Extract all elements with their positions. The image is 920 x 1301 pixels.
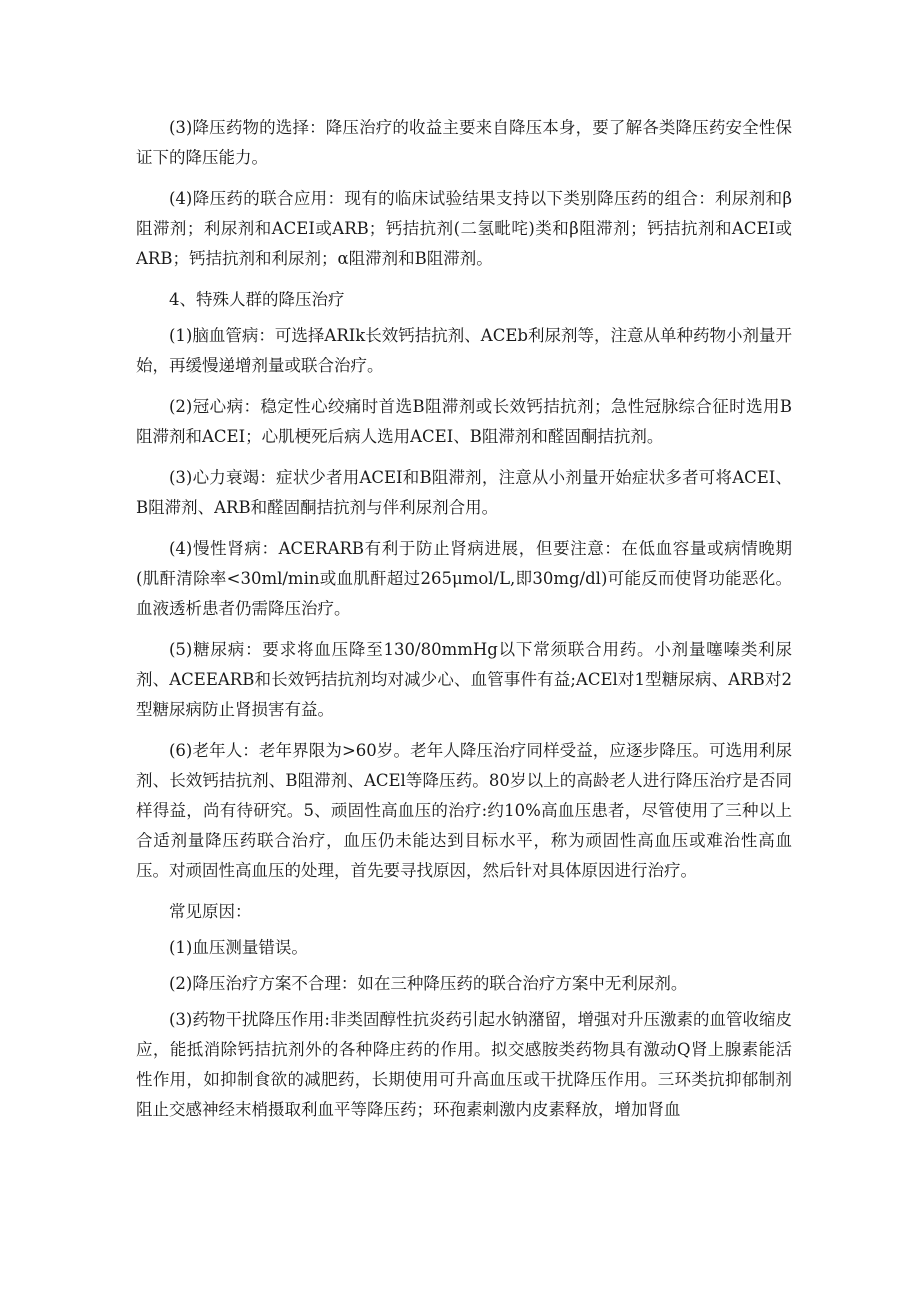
- paragraph-chronic-kidney: (4)慢性肾病：ACERARB有利于防止肾病进展，但要注意：在低血容量或病情晚期(肌酐清除率<30ml/min或血肌酐超过265μmol/L,即30mg/dl)可能反而使肾功能恶化。血液透析患者仍需降压治疗。: [136, 539, 792, 618]
- paragraph-combination-therapy: (4)降压药的联合应用：现有的临床试验结果支持以下类别降压药的组合：利尿剂和β阻滞剂；利尿剂和ACEI或ARB；钙拮抗剂(二氢毗咤)类和β阻滞剂；钙拮抗剂和ACEI或ARB；钙拮抗剂和利尿剂；α阻滞剂和B阻滞剂。: [136, 189, 792, 268]
- document-body: [136, 113, 792, 1136]
- paragraph-measurement-error: (1)血压测量错误。: [169, 938, 308, 957]
- paragraph-drug-interference: (3)药物干扰降压作用:非类固醇性抗炎药引起水钠潴留，增强对升压激素的血管收缩皮应，能抵消除钙拮抗剂外的各种降庄药的作用。拟交感胺类药物具有激动Q肾上腺素能活性作用，如抑制食欲的减肥药，长期使用可升高血压或干扰降压作用。三环类抗抑郁制剂阻止交感神经末梢摄取利血平等降压药；环孢素刺激内皮素释放，增加肾血: [136, 1010, 792, 1119]
- paragraph-common-causes-heading: 常见原因：: [169, 902, 252, 921]
- paragraph-cerebrovascular: (1)脑血管病：可选择ARIk长效钙拮抗剂、ACEb利尿剂等，注意从单种药物小剂量开始，再缓慢递增剂量或联合治疗。: [136, 326, 792, 375]
- paragraph-heart-failure: (3)心力衰竭：症状少者用ACEI和B阻滞剂，注意从小剂量开始症状多者可将ACEI、B阻滞剂、ARB和醛固酮拮抗剂与伴利尿剂合用。: [136, 468, 792, 517]
- paragraph-unreasonable-regimen: (2)降压治疗方案不合理：如在三种降压药的联合治疗方案中无利尿剂。: [169, 974, 688, 993]
- paragraph-elderly-resistant-htn: (6)老年人：老年界限为>60岁。老年人降压治疗同样受益，应逐步降压。可选用利尿剂、长效钙拮抗剂、B阻滞剂、ACEl等降压药。80岁以上的高龄老人进行降压治疗是否同样得益，尚有待研究。5、顽固性高血压的治疗:约10%高血压患者，尽管使用了三种以上合适剂量降压药联合治疗，血压仍未能达到目标水平，称为顽固性高血压或难治性高血压。对顽固性高血压的处理，首先要寻找原因，然后针对具体原因进行治疗。: [136, 741, 792, 880]
- section-heading-special-populations: 4、特殊人群的降压治疗: [169, 290, 345, 309]
- paragraph-drug-selection: (3)降压药物的选择：降压治疗的收益主要来自降压本身，要了解各类降压药安全性保证下的降压能力。: [136, 118, 792, 167]
- paragraph-diabetes: (5)糖尿病：要求将血压降至130/80mmHg以下常须联合用药。小剂量噻嗪类利尿剂、ACEEARB和长效钙拮抗剂均对减少心、血管事件有益;ACEl对1型糖尿病、ARB对2型糖尿病防止肾损害有益。: [136, 640, 792, 719]
- paragraph-coronary-disease: (2)冠心病：稳定性心绞痛时首选B阻滞剂或长效钙拮抗剂；急性冠脉综合征时选用B阻滞剂和ACEI；心肌梗死后病人选用ACEI、B阻滞剂和醛固酮拮抗剂。: [136, 397, 792, 446]
